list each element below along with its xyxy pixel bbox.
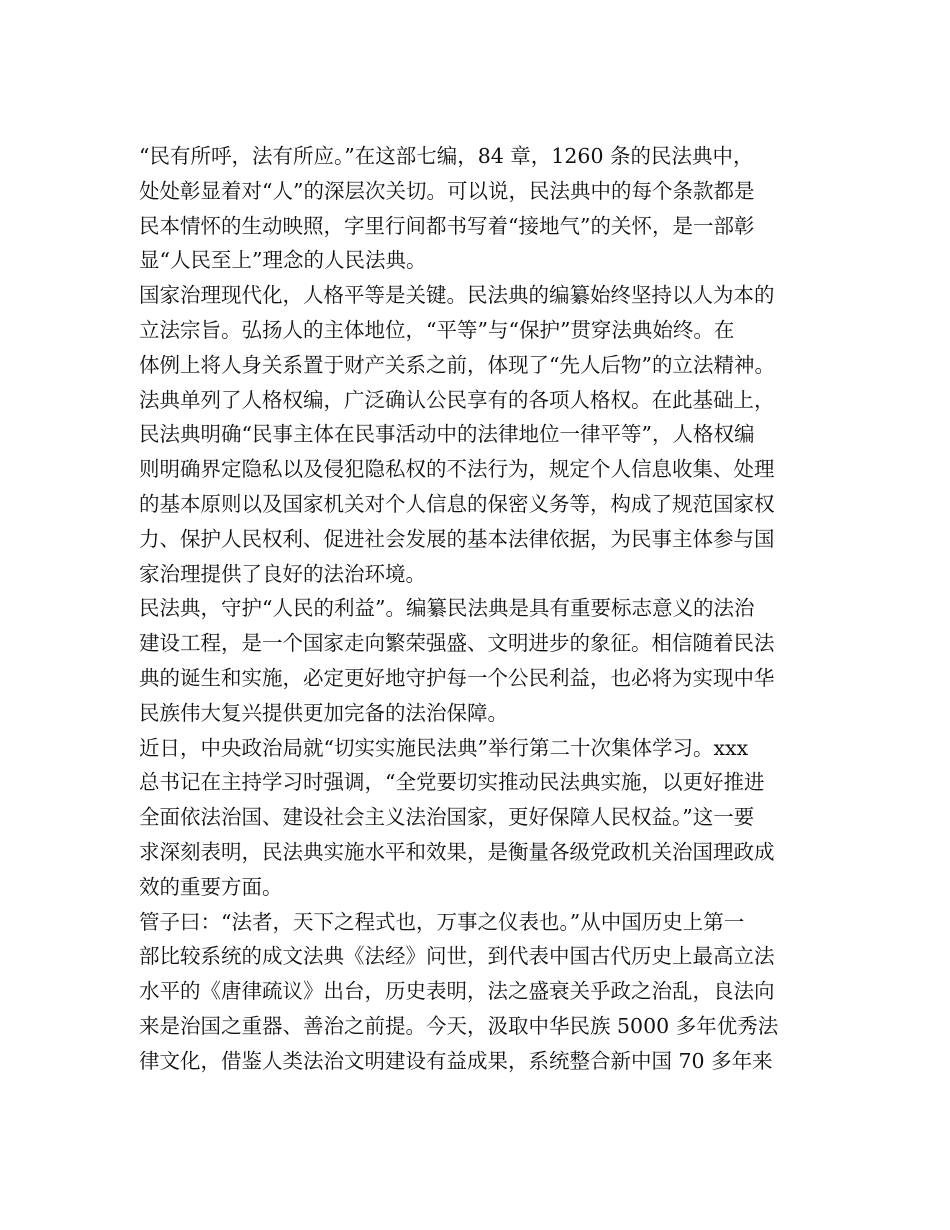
- text-line: 律文化，借鉴人类法治文明建设有益成果，系统整合新中国 70 多年来: [139, 1048, 773, 1073]
- text-line: 部比较系统的成文法典《法经》问世，到代表中国古代历史上最高立法: [139, 944, 775, 969]
- text-line: 民本情怀的生动映照，字里行间都书写着“接地气”的关怀，是一部彰: [139, 213, 755, 238]
- text-line: 管子曰：“法者，天下之程式也，万事之仪表也。”从中国历史上第一: [139, 909, 745, 934]
- text-line: 来是治国之重器、善治之前提。今天，汲取中华民族 5000 多年优秀法: [139, 1013, 779, 1038]
- text-line: 处处彰显着对“人”的深层次关切。可以说，民法典中的每个条款都是: [139, 178, 755, 203]
- paragraph-5: [139, 905, 829, 1079]
- text-line: 典的诞生和实施，必定更好地守护每一个公民利益，也必将为实现中华: [139, 665, 775, 690]
- text-line: 立法宗旨。弘扬人的主体地位，“平等”与“保护”贯穿法典始终。在: [139, 317, 735, 342]
- text-line: “民有所呼，法有所应。”在这部七编，84 章，1260 条的民法典中，: [139, 144, 754, 168]
- text-line: 近日，中央政治局就“切实实施民法典”举行第二十次集体学习。xxx: [139, 735, 749, 760]
- text-line: 总书记在主持学习时强调，“全党要切实推动民法典实施，以更好推进: [139, 770, 765, 795]
- paragraph-3: [139, 591, 829, 730]
- text-line: 家治理提供了良好的法治环境。: [139, 561, 426, 586]
- document-body: [139, 139, 829, 1079]
- text-line: 民法典，守护“人民的利益”。编纂民法典是具有重要标志意义的法治: [139, 596, 755, 621]
- paragraph-4: [139, 731, 829, 905]
- text-line: 的基本原则以及国家机关对个人信息的保密义务等，构成了规范国家权: [139, 491, 775, 516]
- text-line: 民法典明确“民事主体在民事活动中的法律地位一律平等”，人格权编: [139, 422, 755, 447]
- text-line: 力、保护人民权利、促进社会发展的基本法律依据，为民事主体参与国: [139, 526, 775, 551]
- text-line: 法典单列了人格权编，广泛确认公民享有的各项人格权。在此基础上，: [139, 387, 775, 412]
- text-line: 体例上将人身关系置于财产关系之前，体现了“先人后物”的立法精神。: [139, 352, 775, 377]
- paragraph-2: [139, 278, 829, 591]
- text-line: 建设工程，是一个国家走向繁荣强盛、文明进步的象征。相信随着民法: [139, 631, 775, 656]
- text-line: 国家治理现代化，人格平等是关键。民法典的编纂始终坚持以人为本的: [139, 283, 775, 308]
- text-line: 全面依法治国、建设社会主义法治国家，更好保障人民权益。”这一要: [139, 805, 755, 830]
- text-line: 民族伟大复兴提供更加完备的法治保障。: [139, 700, 508, 725]
- paragraph-1: [139, 139, 829, 278]
- text-line: 则明确界定隐私以及侵犯隐私权的不法行为，规定个人信息收集、处理: [139, 457, 775, 482]
- text-line: 效的重要方面。: [139, 874, 283, 899]
- text-line: 水平的《唐律疏议》出台，历史表明，法之盛衰关乎政之治乱，良法向: [139, 979, 775, 1004]
- text-line: 显“人民至上”理念的人民法典。: [139, 248, 427, 273]
- text-line: 求深刻表明，民法典实施水平和效果，是衡量各级党政机关治国理政成: [139, 839, 775, 864]
